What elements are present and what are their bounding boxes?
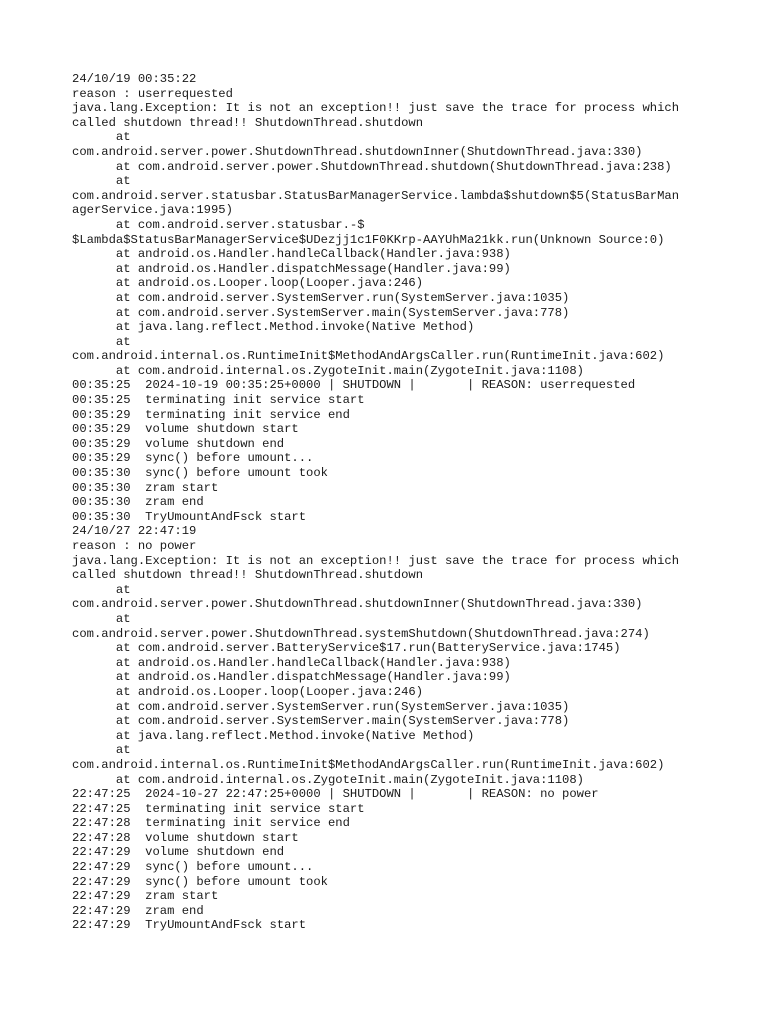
log-line: 22:47:29 zram start	[72, 889, 219, 904]
log-line: 00:35:25 2024-10-19 00:35:25+0000 | SHUTDOWN | | REASON: userrequested	[72, 378, 636, 393]
log-line: at android.os.Handler.dispatchMessage(Handler.java:99)	[72, 670, 511, 685]
log-line: at com.android.server.power.ShutdownThread.shutdown(ShutdownThread.java:238)	[72, 159, 672, 174]
log-line: agerService.java:1995)	[72, 203, 233, 218]
log-line: com.android.server.power.ShutdownThread.shutdownInner(ShutdownThread.java:330)	[72, 144, 643, 159]
log-line: 22:47:29 TryUmountAndFsck start	[72, 918, 307, 933]
log-line: 22:47:29 sync() before umount took	[72, 874, 328, 889]
log-line: 22:47:28 terminating init service end	[72, 816, 350, 831]
log-line: 00:35:29 terminating init service end	[72, 407, 350, 422]
log-line: at	[72, 611, 131, 626]
log-line: at com.android.server.SystemServer.main(SystemServer.java:778)	[72, 714, 570, 729]
log-line: 22:47:28 volume shutdown start	[72, 830, 299, 845]
log-line: at java.lang.reflect.Method.invoke(Native Method)	[72, 728, 475, 743]
log-line: called shutdown thread!! ShutdownThread.shutdown	[72, 568, 424, 583]
log-line: at com.android.internal.os.ZygoteInit.main(ZygoteInit.java:1108)	[72, 772, 584, 787]
log-line: com.android.server.power.ShutdownThread.systemShutdown(ShutdownThread.java:274)	[72, 626, 650, 641]
log-line: java.lang.Exception: It is not an exception!! just save the trace for process which	[72, 553, 680, 568]
log-line: at	[72, 334, 131, 349]
log-line: 00:35:25 terminating init service start	[72, 393, 365, 408]
log-line: 00:35:30 zram start	[72, 480, 219, 495]
log-line: 24/10/27 22:47:19	[72, 524, 197, 539]
log-line: at android.os.Handler.handleCallback(Handler.java:938)	[72, 655, 511, 670]
log-line: at android.os.Handler.handleCallback(Handler.java:938)	[72, 247, 511, 262]
log-line: at com.android.server.BatteryService$17.run(BatteryService.java:1745)	[72, 641, 621, 656]
log-line: 22:47:29 zram end	[72, 903, 204, 918]
log-line: $Lambda$StatusBarManagerService$UDezjj1c1F0KKrp-AAYUhMa21kk.run(Unknown Source:0)	[72, 232, 665, 247]
log-line: at com.android.server.SystemServer.run(SystemServer.java:1035)	[72, 699, 570, 714]
log-line: at com.android.server.statusbar.-$	[72, 217, 365, 232]
log-line: at	[72, 582, 131, 597]
log-line: 00:35:30 zram end	[72, 495, 204, 510]
log-line: 00:35:30 TryUmountAndFsck start	[72, 509, 307, 524]
log-line: at	[72, 130, 131, 145]
log-line: at com.android.server.SystemServer.run(SystemServer.java:1035)	[72, 290, 570, 305]
log-line: reason : userrequested	[72, 86, 233, 101]
log-line: 00:35:29 volume shutdown end	[72, 436, 285, 451]
log-line: 00:35:30 sync() before umount took	[72, 466, 328, 481]
log-line: 00:35:29 volume shutdown start	[72, 422, 299, 437]
log-line: 00:35:29 sync() before umount...	[72, 451, 314, 466]
log-line: 22:47:25 2024-10-27 22:47:25+0000 | SHUTDOWN | | REASON: no power	[72, 787, 599, 802]
log-document	[72, 72, 712, 933]
log-line: at android.os.Looper.loop(Looper.java:246)	[72, 276, 424, 291]
log-line: com.android.internal.os.RuntimeInit$MethodAndArgsCaller.run(RuntimeInit.java:602)	[72, 349, 665, 364]
log-line: at com.android.internal.os.ZygoteInit.main(ZygoteInit.java:1108)	[72, 363, 584, 378]
log-line: 22:47:29 volume shutdown end	[72, 845, 285, 860]
log-line: at android.os.Looper.loop(Looper.java:246)	[72, 684, 424, 699]
log-line: at android.os.Handler.dispatchMessage(Handler.java:99)	[72, 261, 511, 276]
log-line: at java.lang.reflect.Method.invoke(Native Method)	[72, 320, 475, 335]
log-line: com.android.server.power.ShutdownThread.shutdownInner(ShutdownThread.java:330)	[72, 597, 643, 612]
log-line: com.android.internal.os.RuntimeInit$MethodAndArgsCaller.run(RuntimeInit.java:602)	[72, 757, 665, 772]
log-line: called shutdown thread!! ShutdownThread.shutdown	[72, 115, 424, 130]
log-line: reason : no power	[72, 539, 197, 553]
log-line: at com.android.server.SystemServer.main(SystemServer.java:778)	[72, 305, 570, 320]
log-line: 22:47:25 terminating init service start	[72, 801, 365, 816]
log-line: java.lang.Exception: It is not an exception!! just save the trace for process which	[72, 101, 680, 116]
log-line: 24/10/19 00:35:22	[72, 72, 197, 86]
log-line: at	[72, 743, 131, 758]
log-line: com.android.server.statusbar.StatusBarManagerService.lambda$shutdown$5(StatusBarMan	[72, 188, 680, 203]
log-line: at	[72, 174, 131, 189]
log-line: 22:47:29 sync() before umount...	[72, 860, 314, 875]
